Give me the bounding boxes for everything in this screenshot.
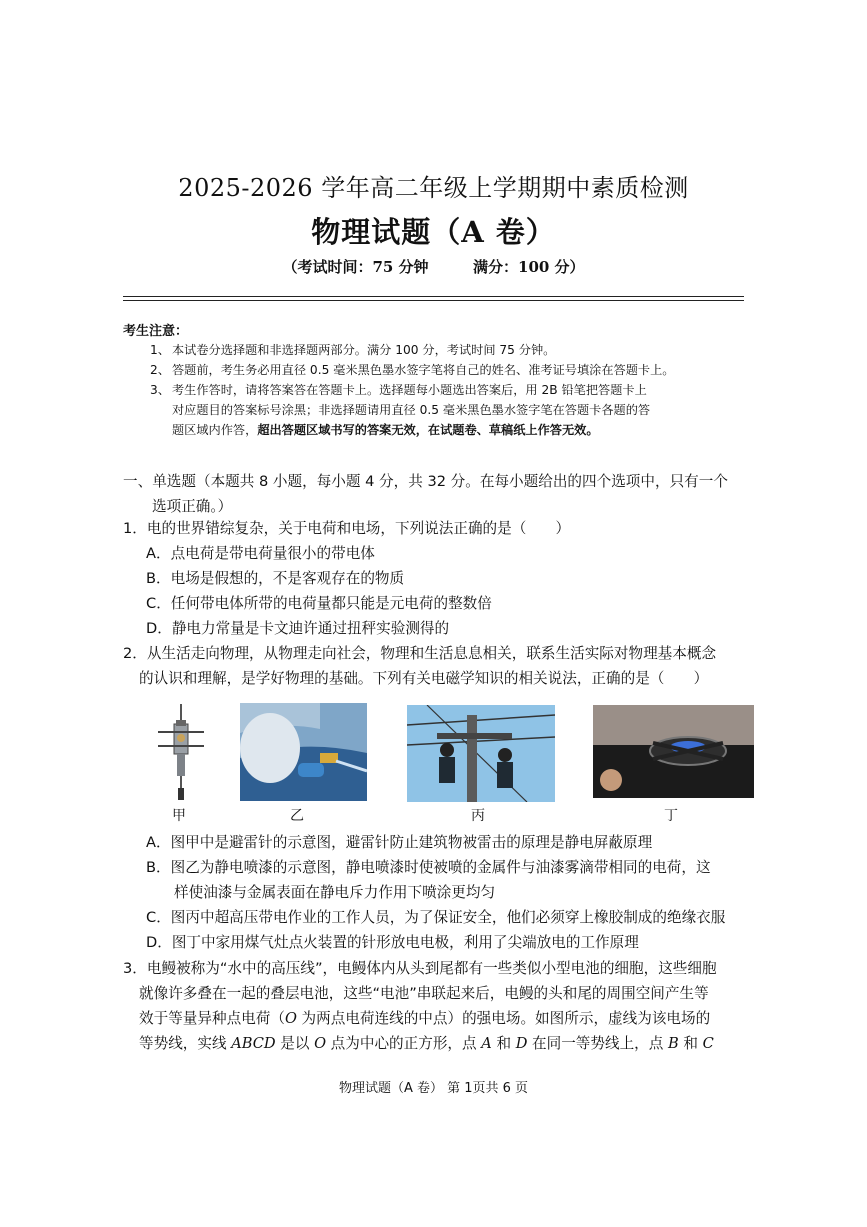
notice-item-1: [150, 340, 750, 360]
section-heading-line1: 一、单选题（本题共 8 小题，每小题 4 分，共 32 分。在每小题给出的四个选项中，只有一个: [123, 473, 728, 490]
question-3-stem: [123, 956, 753, 1056]
question-2-line2: 的认识和理解，是学好物理的基础。下列有关电磁学知识的相关说法，正确的是（ ）: [139, 670, 709, 687]
q3-line3: [123, 1006, 753, 1031]
var-ABCD: ABCD: [231, 1035, 276, 1052]
caption-yi: 乙: [290, 808, 304, 824]
notice-item-3: [150, 380, 750, 440]
q2-option-b-line1: B．图乙为静电喷漆的示意图，静电喷漆时使被喷的金属件与油漆雾滴带相同的电荷，这: [146, 859, 711, 876]
var-O: O: [284, 1010, 297, 1027]
double-rule-bottom: [123, 300, 744, 301]
notice-text: 本试卷分选择题和非选择题两部分。满分 100 分，考试时间 75 分钟。: [172, 343, 556, 357]
q1-option-d: D．静电力常量是卡文迪许通过扭秤实验测得的: [146, 620, 450, 637]
exam-info: [0, 256, 867, 277]
q2-option-d: D．图丁中家用煤气灶点火装置的针形放电电极，利用了尖端放电的工作原理: [146, 934, 639, 951]
var-B: B: [668, 1035, 679, 1052]
full-score: 满分：100 分）: [473, 258, 585, 276]
exam-time: （考试时间：75 分钟: [282, 258, 429, 276]
q3-line4: [123, 1031, 753, 1056]
q3-line1: 3．电鳗被称为“水中的高压线”，电鳗体内从头到尾都有一些类似小型电池的细胞，这些细胞: [123, 960, 717, 977]
q3-line2: 就像许多叠在一起的叠层电池，这些“电池”串联起来后，电鳗的头和尾的周围空间产生等: [139, 985, 709, 1002]
var-O: O: [314, 1035, 327, 1052]
caption-bing: 丙: [471, 808, 485, 824]
notice-emphasis: 超出答题区域书写的答案无效，在试题卷、草稿纸上作答无效。: [257, 423, 599, 437]
q3-text: 在同一等势线上，点: [527, 1035, 669, 1052]
power-line-workers-image: [407, 705, 555, 802]
q1-option-c: C．任何带电体所带的电荷量都只能是元电荷的整数倍: [146, 595, 492, 612]
gas-stove-image: [593, 705, 754, 798]
q2-option-a: A．图甲中是避雷针的示意图，避雷针防止建筑物被雷击的原理是静电屏蔽原理: [146, 834, 653, 851]
question-2-stem: [123, 641, 753, 691]
notice-text: 答题前，考生务必用直径 0.5 毫米黑色墨水签字笔将自己的姓名、准考证号填涂在答题卡上。: [172, 363, 675, 377]
var-D: D: [515, 1035, 528, 1052]
question-2-line1: 2．从生活走向物理，从物理走向社会，物理和生活息息相关，联系生活实际对物理基本概念: [123, 645, 717, 662]
section-heading: [123, 469, 753, 519]
notice-text: 题区域内作答，: [172, 423, 258, 437]
q2-option-c: C．图丙中超高压带电作业的工作人员，为了保证安全，他们必须穿上橡胶制成的绝缘衣服: [146, 909, 726, 926]
notice-text: 考生作答时，请将答案答在答题卡上。选择题每小题选出答案后，用 2B 铅笔把答题卡上: [172, 383, 647, 397]
q1-option-a: A．点电荷是带电荷量很小的带电体: [146, 545, 375, 562]
notice-item-2: [150, 360, 750, 380]
notice-text-line3: [150, 420, 750, 440]
notice-num: 1、: [150, 343, 170, 357]
section-heading-line2: 选项正确。）: [152, 498, 233, 515]
notice-num: 2、: [150, 363, 170, 377]
q3-text: 和: [678, 1035, 703, 1052]
double-rule-top: [123, 296, 744, 297]
caption-jia: 甲: [172, 808, 186, 824]
exam-title: 2025-2026 学年高二年级上学期期中素质检测: [178, 174, 689, 202]
q2-option-b-line2: 样使油漆与金属表面在静电斥力作用下喷涂更均匀: [174, 884, 496, 901]
var-C: C: [702, 1035, 714, 1052]
q3-text: 为两点电荷连线的中点）的强电场。如图所示，虚线为该电场的: [296, 1010, 711, 1027]
caption-ding: 丁: [664, 808, 678, 824]
q3-text: 等势线，实线: [139, 1035, 232, 1052]
notice-num: 3、: [150, 383, 170, 397]
q1-option-b: B．电场是假想的，不是客观存在的物质: [146, 570, 405, 587]
spray-painting-image: [240, 703, 367, 801]
notice-heading: 考生注意：: [123, 324, 189, 339]
q3-text: 点为中心的正方形，点: [326, 1035, 482, 1052]
q3-text: 是以: [275, 1035, 315, 1052]
q2-option-b: [146, 855, 756, 905]
notice-text: 对应题目的答案标号涂黑；非选择题请用直径 0.5 毫米黑色墨水签字笔在答题卡各题的答: [172, 403, 651, 417]
q3-text: 和: [491, 1035, 516, 1052]
paper-title: 物理试题（A 卷）: [311, 215, 556, 249]
q3-text: 效于等量异种点电荷（: [139, 1010, 285, 1027]
question-1-stem: 1．电的世界错综复杂，关于电荷和电场，下列说法正确的是（ ）: [123, 520, 571, 537]
lightning-rod-image: [152, 702, 210, 802]
page-footer: 物理试题（A 卷） 第 1页共 6 页: [338, 1081, 529, 1096]
var-A: A: [481, 1035, 492, 1052]
